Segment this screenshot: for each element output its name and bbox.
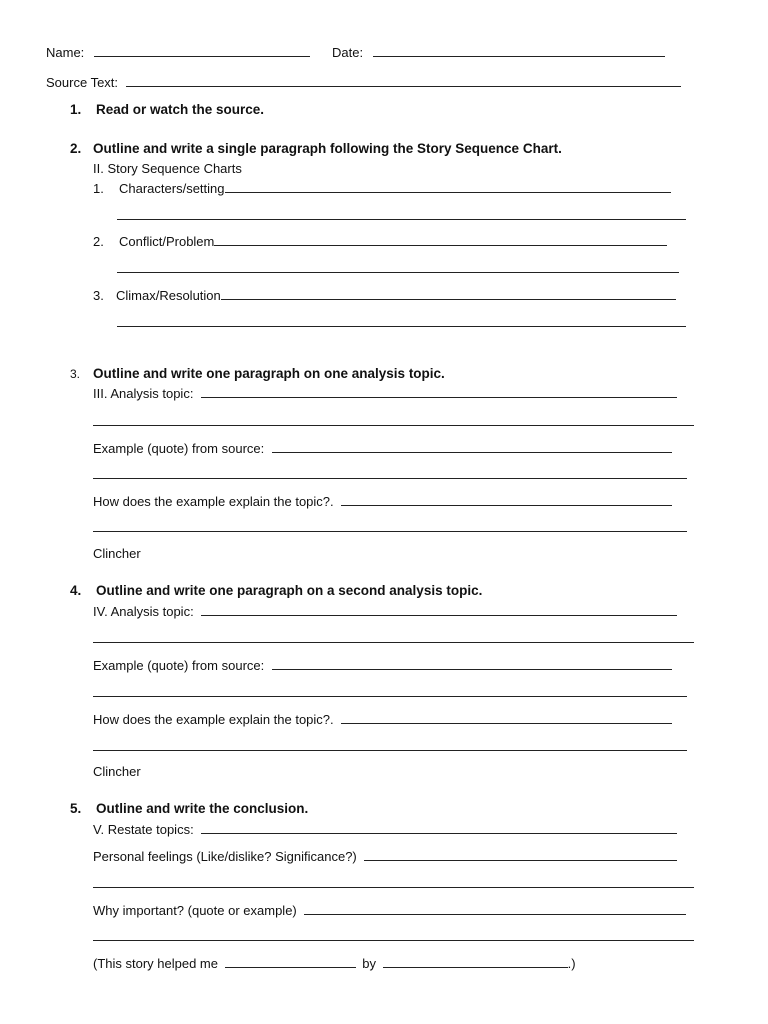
story-item-number: 2.: [93, 234, 104, 249]
source-text-label: Source Text:: [46, 75, 119, 90]
story-item-conflict: [93, 233, 667, 250]
climax-field-line-2[interactable]: [117, 326, 686, 327]
analysis-2-explain-label: How does the example explain the topic?.: [93, 712, 334, 727]
story-item-climax: [93, 287, 676, 304]
conclusion-restate-field[interactable]: [201, 821, 677, 834]
story-item-label: Climax/Resolution: [116, 288, 221, 303]
analysis-1-topic-row: [93, 385, 677, 402]
analysis-2-topic-row: [93, 603, 677, 620]
story-item-label: Characters/setting: [119, 181, 225, 196]
step-4: [70, 583, 482, 599]
step-1-number: 1.: [70, 102, 82, 117]
analysis-2-explain-line-2[interactable]: [93, 750, 687, 751]
conclusion-helped-row: [93, 955, 576, 972]
analysis-2-topic-field[interactable]: [201, 603, 677, 616]
analysis-1-clincher: Clincher: [93, 546, 141, 561]
analysis-2-topic-line-2[interactable]: [93, 642, 694, 643]
conclusion-feelings-line-2[interactable]: [93, 887, 694, 888]
analysis-1-example-label: Example (quote) from source:: [93, 441, 265, 456]
helped-by: by: [362, 956, 376, 971]
step-2-number: 2.: [70, 141, 82, 156]
source-text-field[interactable]: [126, 74, 681, 87]
conflict-field[interactable]: [214, 233, 667, 246]
helped-prefix: (This story helped me: [93, 956, 218, 971]
analysis-1-explain-field[interactable]: [341, 493, 672, 506]
step-5-text: Outline and write the conclusion.: [96, 801, 309, 816]
conclusion-restate-label: V. Restate topics:: [93, 822, 194, 837]
analysis-2-example-label: Example (quote) from source:: [93, 658, 265, 673]
analysis-2-example-field[interactable]: [272, 657, 672, 670]
step-1: [70, 102, 264, 118]
helped-field-2[interactable]: [383, 955, 568, 968]
characters-field[interactable]: [225, 180, 671, 193]
step-5: [70, 801, 308, 817]
analysis-1-topic-line-2[interactable]: [93, 425, 694, 426]
step-1-text: Read or watch the source.: [96, 102, 265, 117]
analysis-1-explain-label: How does the example explain the topic?.: [93, 494, 334, 509]
conclusion-feelings-row: [93, 848, 677, 865]
step-2-text: Outline and write a single paragraph following the Story Sequence Chart.: [93, 141, 562, 156]
analysis-2-explain-row: [93, 711, 672, 728]
analysis-2-clincher: Clincher: [93, 764, 141, 779]
story-heading: II. Story Sequence Charts: [93, 161, 242, 176]
conclusion-restate-row: [93, 821, 677, 838]
climax-field[interactable]: [221, 287, 676, 300]
step-5-number: 5.: [70, 801, 82, 816]
analysis-1-topic-field[interactable]: [201, 385, 677, 398]
story-item-characters: [93, 180, 671, 197]
step-3: [70, 366, 445, 382]
story-item-number: 3.: [93, 288, 104, 303]
date-label: Date:: [332, 45, 364, 60]
name-row: [46, 44, 310, 61]
helped-suffix: .): [567, 956, 576, 971]
characters-field-line-2[interactable]: [117, 219, 686, 220]
date-row: [332, 44, 665, 61]
conclusion-feelings-field[interactable]: [364, 848, 677, 861]
conclusion-important-field[interactable]: [304, 902, 686, 915]
step-2: [70, 141, 562, 157]
analysis-1-explain-line-2[interactable]: [93, 531, 687, 532]
helped-field-1[interactable]: [225, 955, 356, 968]
name-label: Name:: [46, 45, 85, 60]
conclusion-important-line-2[interactable]: [93, 940, 694, 941]
analysis-1-example-row: [93, 440, 672, 457]
source-text-row: [46, 74, 681, 91]
analysis-2-example-row: [93, 657, 672, 674]
conclusion-important-label: Why important? (quote or example): [93, 903, 297, 918]
story-item-number: 1.: [93, 181, 104, 196]
date-field[interactable]: [373, 44, 665, 57]
analysis-2-explain-field[interactable]: [341, 711, 672, 724]
conclusion-important-row: [93, 902, 686, 919]
analysis-1-explain-row: [93, 493, 672, 510]
analysis-2-topic-label: IV. Analysis topic:: [93, 604, 194, 619]
step-3-text: Outline and write one paragraph on one analysis topic.: [93, 366, 445, 381]
step-4-text: Outline and write one paragraph on a second analysis topic.: [96, 583, 483, 598]
analysis-1-example-field[interactable]: [272, 440, 672, 453]
step-3-number: 3.: [70, 367, 81, 381]
step-4-number: 4.: [70, 583, 82, 598]
analysis-2-example-line-2[interactable]: [93, 696, 687, 697]
conclusion-feelings-label: Personal feelings (Like/dislike? Significance?): [93, 849, 357, 864]
conflict-field-line-2[interactable]: [117, 272, 679, 273]
analysis-1-topic-label: III. Analysis topic:: [93, 386, 194, 401]
story-item-label: Conflict/Problem: [119, 234, 215, 249]
analysis-1-example-line-2[interactable]: [93, 478, 687, 479]
name-field[interactable]: [94, 44, 310, 57]
